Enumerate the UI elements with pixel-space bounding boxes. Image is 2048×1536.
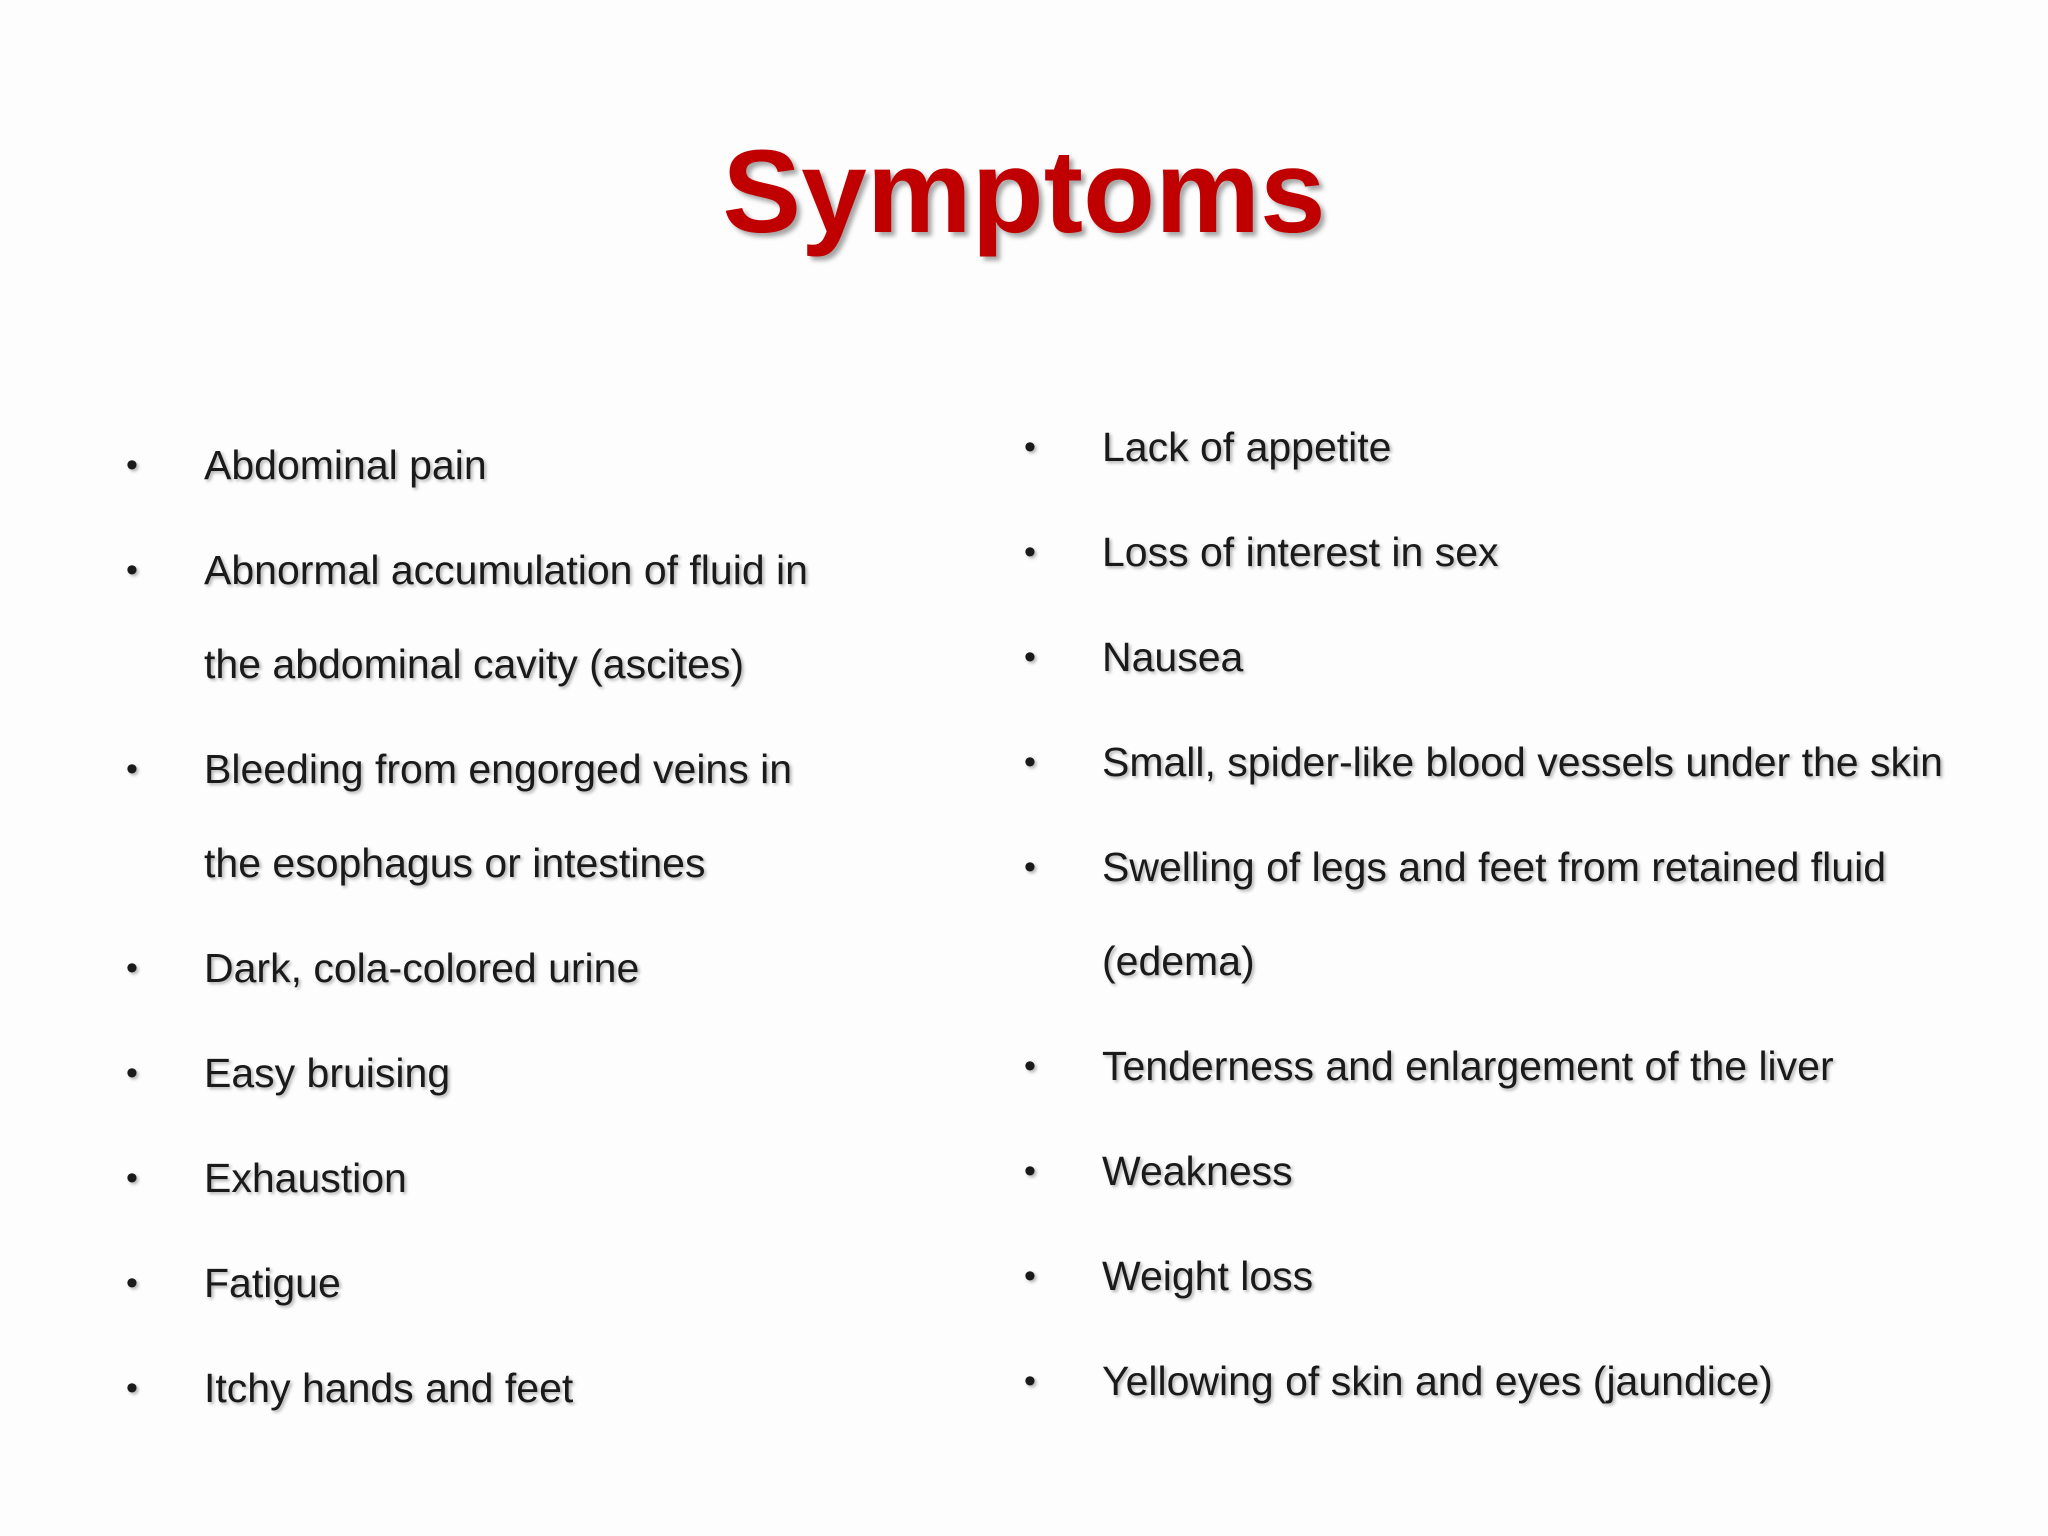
bullet-icon: • (1024, 533, 1036, 571)
list-item-text: Fatigue (204, 1260, 341, 1306)
bullet-icon: • (126, 750, 138, 788)
list-item (1016, 1124, 2006, 1218)
bullet-icon: • (1024, 848, 1036, 886)
list-item-text: Tenderness and enlargement of the liver (1102, 1043, 1834, 1089)
list-item (118, 1341, 938, 1435)
list-item-text: Weight loss (1102, 1253, 1314, 1299)
list-item-text: Yellowing of skin and eyes (jaundice) (1102, 1358, 1773, 1404)
symptom-list-right (1016, 400, 2006, 1439)
list-item-text: Weakness (1102, 1148, 1293, 1194)
list-item-text: Abdominal pain (204, 442, 487, 488)
list-item (1016, 505, 2006, 599)
list-item-text: Loss of interest in sex (1102, 529, 1499, 575)
bullet-icon: • (126, 551, 138, 589)
list-item (1016, 820, 1962, 1008)
list-item (1016, 610, 2006, 704)
list-item (1016, 1229, 2006, 1323)
bullet-icon: • (1024, 428, 1036, 466)
list-item (118, 1131, 938, 1225)
bullet-icon: • (1024, 638, 1036, 676)
list-item-text: Exhaustion (204, 1155, 407, 1201)
list-item (118, 418, 938, 512)
slide-title: Symptoms (722, 126, 1326, 258)
list-item-text: Abnormal accumulation of fluid in the abdominal cavity (ascites) (204, 547, 808, 687)
list-item (118, 1236, 938, 1330)
bullet-icon: • (1024, 743, 1036, 781)
list-item (118, 921, 938, 1015)
list-item-text: Lack of appetite (1102, 424, 1392, 470)
bullet-icon: • (126, 1369, 138, 1407)
list-item (118, 523, 854, 711)
list-item (118, 722, 854, 910)
bullet-icon: • (1024, 1152, 1036, 1190)
list-item-text: Easy bruising (204, 1050, 451, 1096)
list-item-text: Swelling of legs and feet from retained fluid (edema) (1102, 844, 1887, 984)
list-item-text: Small, spider-like blood vessels under the skin (1102, 739, 1943, 785)
bullet-icon: • (126, 1264, 138, 1302)
bullet-icon: • (1024, 1362, 1036, 1400)
list-item-text: Dark, cola-colored urine (204, 945, 640, 991)
bullet-icon: • (1024, 1047, 1036, 1085)
list-item (118, 1026, 938, 1120)
list-item (1016, 1334, 2006, 1428)
bullet-icon: • (126, 446, 138, 484)
list-item (1016, 400, 2006, 494)
list-item-text: Itchy hands and feet (204, 1365, 574, 1411)
bullet-icon: • (126, 1159, 138, 1197)
list-item-text: Nausea (1102, 634, 1244, 680)
list-item-text: Bleeding from engorged veins in the esophagus or intestines (204, 746, 793, 886)
symptom-list-left (118, 418, 938, 1446)
bullet-icon: • (1024, 1257, 1036, 1295)
list-item (1016, 1019, 2006, 1113)
list-item (1016, 715, 2006, 809)
bullet-icon: • (126, 1054, 138, 1092)
bullet-icon: • (126, 949, 138, 987)
